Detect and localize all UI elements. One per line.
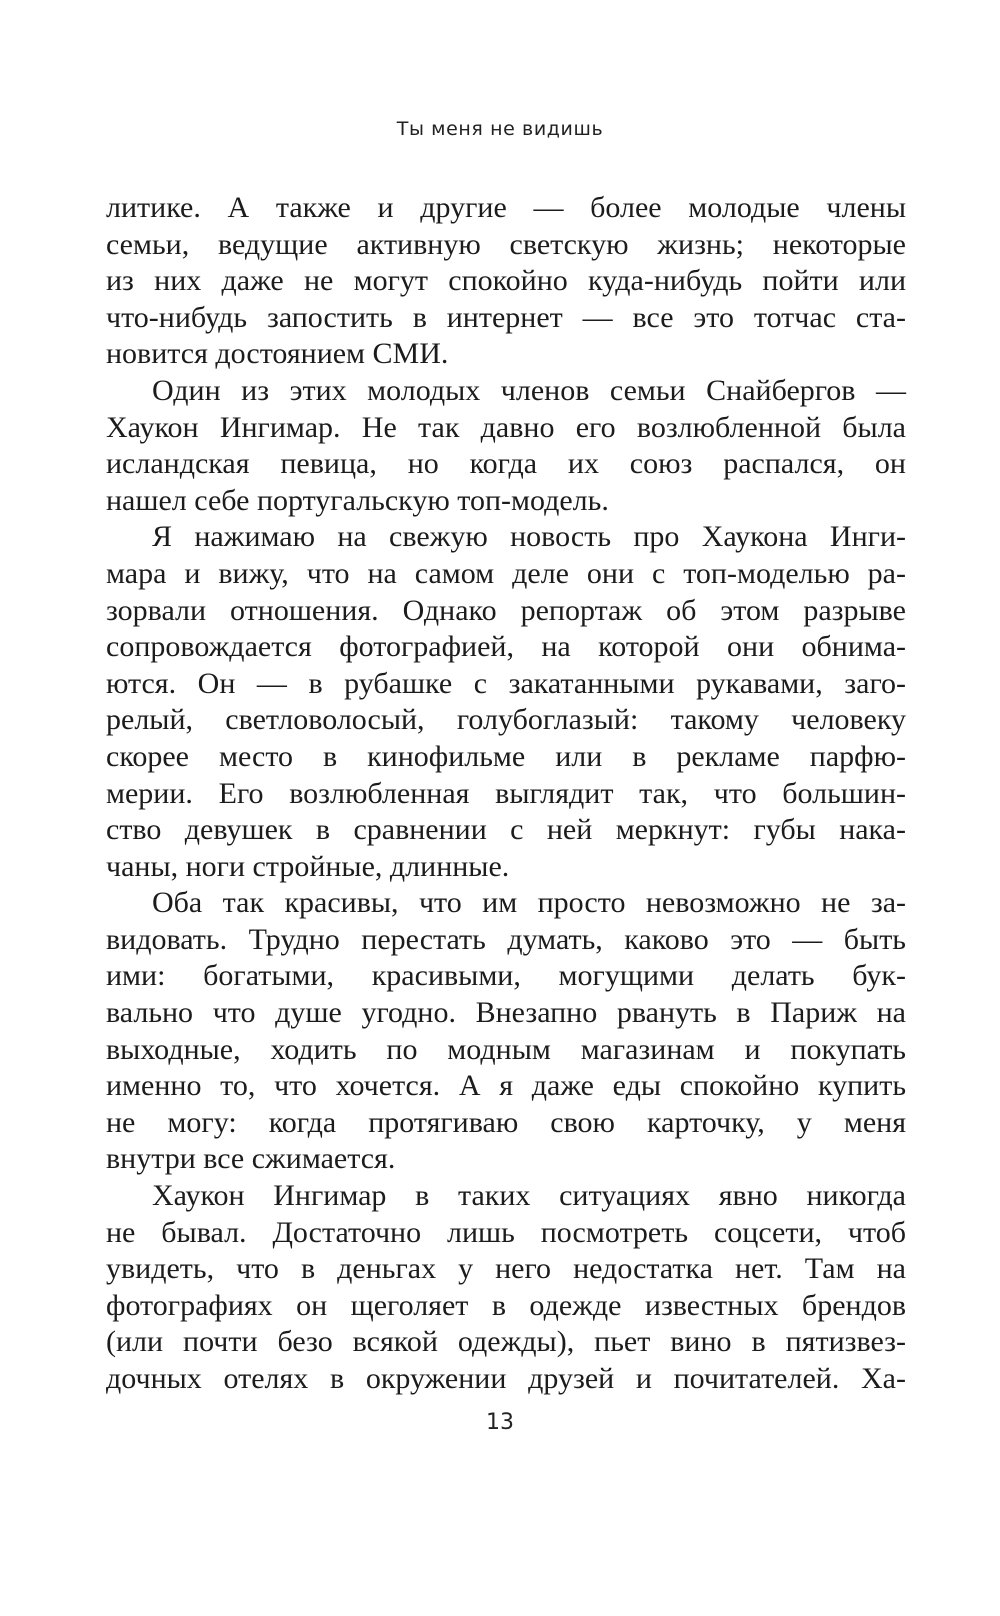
paragraph xyxy=(106,190,906,373)
text-line: не могу: когда протягиваю свою карточку, у меня xyxy=(106,1105,906,1139)
text-line: Оба так красивы, что им просто невозможно не за- xyxy=(152,886,906,920)
text-line: мара и вижу, что на самом деле они с топ-моделью ра- xyxy=(106,556,906,590)
text-line: (или почти безо всякой одежды), пьет вино в пятизвез- xyxy=(106,1325,906,1359)
text-line: чаны, ноги стройные, длинные. xyxy=(106,849,510,883)
text-line: ются. Он — в рубашке с закатанными рукавами, заго- xyxy=(106,666,906,700)
body-text xyxy=(106,190,906,1398)
text-line: Хаукон Ингимар. Не так давно его возлюбленной была xyxy=(106,410,906,444)
text-line: Хаукон Ингимар в таких ситуациях явно никогда xyxy=(152,1179,906,1213)
text-line: релый, светловолосый, голубоглазый: такому человеку xyxy=(106,703,906,737)
text-line: ство девушек в сравнении с ней меркнут: губы нака- xyxy=(106,813,906,847)
text-line: что-нибудь запостить в интернет — все это тотчас ста- xyxy=(106,300,906,334)
text-line: фотографиях он щеголяет в одежде известных брендов xyxy=(106,1288,906,1322)
text-line: видовать. Трудно перестать думать, каково это — быть xyxy=(106,922,906,956)
paragraph xyxy=(106,1178,906,1398)
text-line: Я нажимаю на свежую новость про Хаукона Инги- xyxy=(152,520,906,554)
running-head: Ты меня не видишь xyxy=(396,118,604,140)
text-line: скорее место в кинофильме или в рекламе парфю- xyxy=(106,739,906,773)
paragraph xyxy=(106,373,906,519)
text-line: выходные, ходить по модным магазинам и покупать xyxy=(106,1032,906,1066)
text-line: зорвали отношения. Однако репортаж об этом разрыве xyxy=(106,593,906,627)
page-number: 13 xyxy=(486,1410,514,1435)
paragraph xyxy=(106,519,906,885)
text-line: сопровождается фотографией, на которой они обнима- xyxy=(106,630,906,664)
text-line: вально что душе угодно. Внезапно рвануть в Париж на xyxy=(106,996,906,1030)
text-line: мерии. Его возлюбленная выглядит так, что большин- xyxy=(106,776,906,810)
text-line: именно то, что хочется. А я даже еды спокойно купить xyxy=(106,1069,906,1103)
text-line: ими: богатыми, красивыми, могущими делать бук- xyxy=(106,959,906,993)
text-line: увидеть, что в деньгах у него недостатка нет. Там на xyxy=(106,1252,906,1286)
text-line: литике. А также и другие — более молодые члены xyxy=(106,191,906,224)
text-line: внутри все сжимается. xyxy=(106,1142,396,1176)
text-line: семьи, ведущие активную светскую жизнь; некоторые xyxy=(106,227,906,261)
text-line: дочных отелях в окружении друзей и почитателей. Ха- xyxy=(106,1362,906,1395)
text-line: не бывал. Достаточно лишь посмотреть соцсети, чтоб xyxy=(106,1215,906,1249)
text-line: из них даже не могут спокойно куда-нибудь пойти или xyxy=(106,264,906,298)
text-line: Один из этих молодых членов семьи Снайбергов — xyxy=(152,373,906,407)
text-line: исландская певица, но когда их союз распался, он xyxy=(106,447,906,481)
paragraph xyxy=(106,885,906,1178)
text-line: новится достоянием СМИ. xyxy=(106,337,449,371)
text-line: нашел себе португальскую топ-модель. xyxy=(106,483,609,517)
